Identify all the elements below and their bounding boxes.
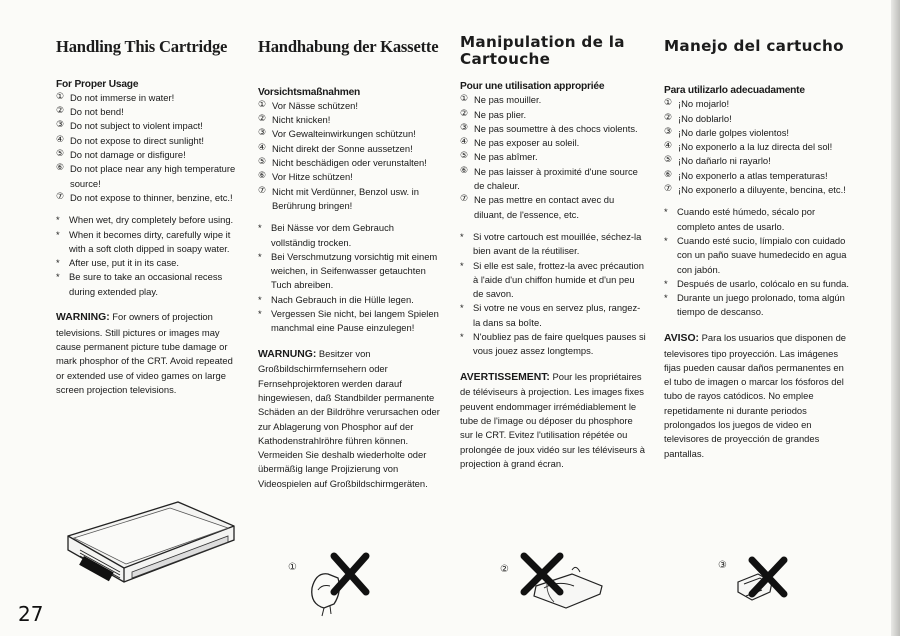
list-item	[56, 256, 242, 270]
item-text: Si elle est sale, frottez-la avec précaution à l'aide d'un chiffon humide et d'un peu de savon.	[473, 259, 644, 300]
item-text: Ne pas abîmer.	[474, 151, 538, 163]
spanish-warning	[664, 331, 852, 461]
bullet-star: *	[258, 222, 262, 234]
item-number: ⑥	[664, 169, 673, 180]
english-warning	[56, 310, 242, 397]
item-text: Do not damage or disfigure!	[70, 149, 186, 161]
bullet-star: *	[664, 234, 668, 246]
list-item	[664, 169, 852, 183]
list-item	[56, 119, 242, 133]
warning-text: Besitzer von Großbildschirmfernsehern oder Fernsehprojektoren werden darauf hingewiesen, daß Standbilder permanente Schäden an der Bildröhre verursachen oder zur Ablagerung von Phosphor auf der Kathodenstrahlröhre führen können. Vermeiden Sie deshalb wiederholte oder übermäßig lange Projizierung von Videospielen auf Großbildschirmgeräten.	[258, 347, 440, 489]
cartridge-in-water-icon	[304, 548, 384, 618]
list-item	[664, 277, 852, 291]
list-item	[258, 156, 440, 170]
list-item	[664, 291, 852, 320]
item-number: ③	[258, 128, 267, 139]
list-item	[664, 126, 852, 140]
bullet-star: *	[664, 292, 668, 304]
list-item	[258, 142, 440, 156]
english-title: Handling This Cartridge	[56, 37, 228, 56]
item-number: ④	[460, 137, 469, 148]
list-item	[258, 293, 440, 307]
page-edge-shadow	[891, 0, 900, 636]
item-text: Bei Nässe vor dem Gebrauch vollständig trocken.	[271, 222, 394, 248]
spanish-subtitle: Para utilizarlo adecuadamente	[664, 85, 805, 97]
item-text: Do not expose to direct sunlight!	[70, 134, 204, 146]
cartridge-impact-icon	[732, 552, 812, 612]
list-item	[56, 162, 242, 191]
item-number: ⑤	[258, 157, 267, 168]
bullet-star: *	[258, 250, 262, 262]
list-item	[664, 234, 852, 277]
list-item	[664, 205, 852, 234]
game-cartridge-icon	[60, 498, 240, 590]
item-text: Do not subject to violent impact!	[70, 120, 203, 132]
item-text: Vor Hitze schützen!	[272, 171, 353, 183]
bullet-star: *	[56, 228, 60, 240]
list-item	[664, 154, 852, 168]
cartridge-bent-icon	[514, 550, 614, 622]
german-tips-list	[258, 221, 440, 335]
item-text: Do not bend!	[70, 106, 124, 118]
german-subtitle: Vorsichtsmaßnahmen	[258, 86, 361, 98]
list-item	[460, 230, 646, 259]
item-text: Do not expose to thinner, benzine, etc.!	[70, 191, 233, 203]
warning-label: WARNUNG:	[258, 348, 317, 360]
bullet-star: *	[258, 293, 262, 305]
list-item	[56, 148, 242, 162]
list-item	[460, 165, 646, 194]
item-text: N'oubliez pas de faire quelques pauses si vous jouez assez longtemps.	[473, 331, 646, 357]
item-text: ¡No darle golpes violentos!	[678, 126, 789, 138]
item-text: Nicht beschädigen oder verunstalten!	[272, 157, 427, 169]
list-item	[56, 134, 242, 148]
list-item	[664, 183, 852, 197]
warning-text: For owners of projection televisions. Still pictures or images may cause permanent picture tube damage or mark phosphor of the CRT. Avoid repeated or extended use of video games on large screen projection televisions.	[56, 310, 233, 395]
item-number: ①	[664, 98, 673, 109]
item-number: ⑦	[664, 184, 673, 195]
item-number: ④	[664, 141, 673, 152]
bullet-star: *	[460, 331, 464, 343]
warning-label: AVERTISSEMENT:	[460, 371, 550, 383]
item-number: ⑥	[258, 171, 267, 182]
item-text: Ne pas exposer au soleil.	[474, 137, 580, 149]
item-text: Ne pas laisser à proximité d'une source de chaleur.	[474, 165, 638, 192]
list-item	[460, 330, 646, 359]
list-item	[56, 91, 242, 105]
item-number: ⑤	[460, 151, 469, 162]
item-text: ¡No mojarlo!	[678, 98, 730, 110]
bullet-star: *	[664, 277, 668, 289]
item-text: Do not immerse in water!	[70, 91, 175, 103]
item-number: ⑦	[460, 194, 469, 205]
item-text: Vergessen Sie nicht, bei langem Spielen manchmal eine Pause einzulegen!	[271, 307, 439, 334]
french-subtitle: Pour une utilisation appropriée	[460, 81, 605, 93]
list-item	[460, 136, 646, 150]
item-text: When wet, dry completely before using.	[69, 214, 234, 226]
item-number: ⑥	[56, 163, 65, 174]
item-text: Ne pas mettre en contact avec du diluant, de l'essence, etc.	[474, 194, 615, 220]
bullet-star: *	[664, 206, 668, 218]
list-item	[258, 307, 440, 336]
page-number: 27	[18, 602, 44, 626]
item-text: Vor Nässe schützen!	[272, 99, 358, 111]
list-item	[664, 97, 852, 111]
list-item	[258, 221, 440, 250]
item-text: Ne pas mouiller.	[474, 94, 542, 106]
item-text: Nicht direkt der Sonne aussetzen!	[272, 142, 413, 154]
item-text: Nicht knicken!	[272, 114, 331, 126]
list-item	[258, 170, 440, 184]
list-item	[258, 185, 440, 214]
item-text: ¡No exponerlo a la luz directa del sol!	[678, 141, 833, 153]
list-item	[258, 113, 440, 127]
english-precautions-list	[56, 91, 242, 205]
warning-label: AVISO:	[664, 332, 700, 344]
item-text: Ne pas plier.	[474, 108, 527, 120]
illustration-number: ②	[500, 564, 509, 575]
warning-text: Pour les propriétaires de téléviseurs à projection. Les images fixes peuvent endommager irrémédiablement le tube de l'image ou déposer du phosphore sur le CRT. Evitez l'utilisation répétée ou prolongée de joux vidéo sur les téléviseurs à projection à grand écran.	[460, 370, 646, 469]
item-text: Después de usarlo, colócalo en su funda.	[677, 277, 849, 289]
english-column	[56, 34, 242, 397]
french-column	[460, 34, 646, 471]
item-text: Vor Gewalteinwirkungen schützun!	[272, 128, 416, 140]
item-text: Cuando esté húmedo, sécalo por completo antes de usarlo.	[677, 206, 816, 232]
bullet-star: *	[56, 271, 60, 283]
item-number: ⑤	[56, 149, 65, 160]
item-text: Si votre ne vous en servez plus, rangez-la dans sa boîte.	[473, 302, 641, 328]
item-number: ⑦	[258, 185, 267, 196]
item-text: After use, put it in its case.	[69, 257, 179, 269]
list-item	[460, 150, 646, 164]
list-item	[664, 112, 852, 126]
spanish-tips-list	[664, 205, 852, 319]
bullet-star: *	[460, 259, 464, 271]
english-subtitle: For Proper Usage	[56, 78, 139, 90]
item-text: ¡No doblarlo!	[678, 112, 732, 124]
german-title: Handhabung der Kassette	[258, 37, 439, 56]
spanish-column	[664, 34, 852, 461]
list-item	[56, 213, 242, 227]
illustration-number: ①	[288, 562, 297, 573]
list-item	[258, 99, 440, 113]
list-item	[460, 259, 646, 302]
list-item	[258, 127, 440, 141]
bullet-star: *	[460, 230, 464, 242]
item-number: ②	[56, 106, 65, 117]
list-item	[460, 93, 646, 107]
list-item	[258, 250, 440, 293]
german-column	[258, 34, 440, 491]
cartridge-illustration	[60, 498, 240, 590]
german-precautions-list	[258, 99, 440, 213]
item-number: ⑦	[56, 191, 65, 202]
french-precautions-list	[460, 93, 646, 222]
item-text: Cuando esté sucio, límpialo con cuidado con un paño suave humedecido en agua con jabón.	[677, 234, 847, 275]
list-item	[664, 140, 852, 154]
item-number: ②	[258, 114, 267, 125]
list-item	[460, 122, 646, 136]
item-text: ¡No exponerlo a diluyente, bencina, etc.!	[678, 184, 846, 196]
bullet-star: *	[258, 307, 262, 319]
item-number: ④	[258, 142, 267, 153]
item-text: ¡No exponerlo a atlas temperaturas!	[678, 169, 828, 181]
german-warning	[258, 347, 440, 491]
item-number: ④	[56, 134, 65, 145]
list-item	[460, 108, 646, 122]
bullet-star: *	[460, 302, 464, 314]
item-number: ⑤	[664, 155, 673, 166]
french-tips-list	[460, 230, 646, 359]
item-number: ①	[56, 91, 65, 102]
spanish-title: Manejo del cartucho	[664, 37, 844, 55]
bullet-star: *	[56, 214, 60, 226]
french-title: Manipulation de la Cartouche	[460, 33, 625, 69]
item-text: Be sure to take an occasional recess during extended play.	[69, 271, 223, 297]
list-item	[56, 105, 242, 119]
list-item	[460, 193, 646, 222]
list-item	[460, 301, 646, 330]
item-number: ⑥	[460, 165, 469, 176]
english-tips-list	[56, 213, 242, 299]
item-text: Nicht mit Verdünner, Benzol usw. in Berührung bringen!	[272, 185, 419, 211]
item-number: ①	[460, 94, 469, 105]
item-number: ②	[664, 112, 673, 123]
item-number: ①	[258, 99, 267, 110]
item-number: ③	[56, 120, 65, 131]
list-item	[56, 191, 242, 205]
spanish-precautions-list	[664, 97, 852, 197]
french-warning	[460, 370, 646, 472]
warning-label: WARNING:	[56, 311, 110, 323]
item-text: ¡No dañarlo ni rayarlo!	[678, 155, 771, 167]
list-item	[56, 270, 242, 299]
list-item	[56, 228, 242, 257]
illustration-number: ③	[718, 560, 727, 571]
item-text: Nach Gebrauch in die Hülle legen.	[271, 293, 414, 305]
warning-text: Para los usuarios que disponen de televisores tipo proyección. Las imágenes fijas pueden causar daños permanentes en el tubo de imagen o marcar los fósforos del tubo de rayos catódicos. No emplee repetidamente ni durante periodos prolongados los juegos de video en televisores de proyección de grandes pantallas.	[664, 331, 847, 459]
item-text: Durante un juego prolonado, toma algún tiempo de descanso.	[677, 292, 845, 318]
item-text: When it becomes dirty, carefully wipe it with a soft cloth dipped in soapy water.	[69, 228, 231, 254]
bullet-star: *	[56, 257, 60, 269]
item-number: ②	[460, 108, 469, 119]
item-text: Si votre cartouch est mouillée, séchez-la bien avant de la réutiliser.	[473, 230, 642, 257]
item-number: ③	[460, 122, 469, 133]
item-text: Do not place near any high temperature source!	[70, 163, 236, 189]
item-number: ③	[664, 126, 673, 137]
item-text: Ne pas soumettre à des chocs violents.	[474, 122, 638, 134]
item-text: Bei Verschmutzung vorsichtig mit einem weichen, in Seifenwasser getauchten Tuch abreiben.	[271, 250, 438, 291]
